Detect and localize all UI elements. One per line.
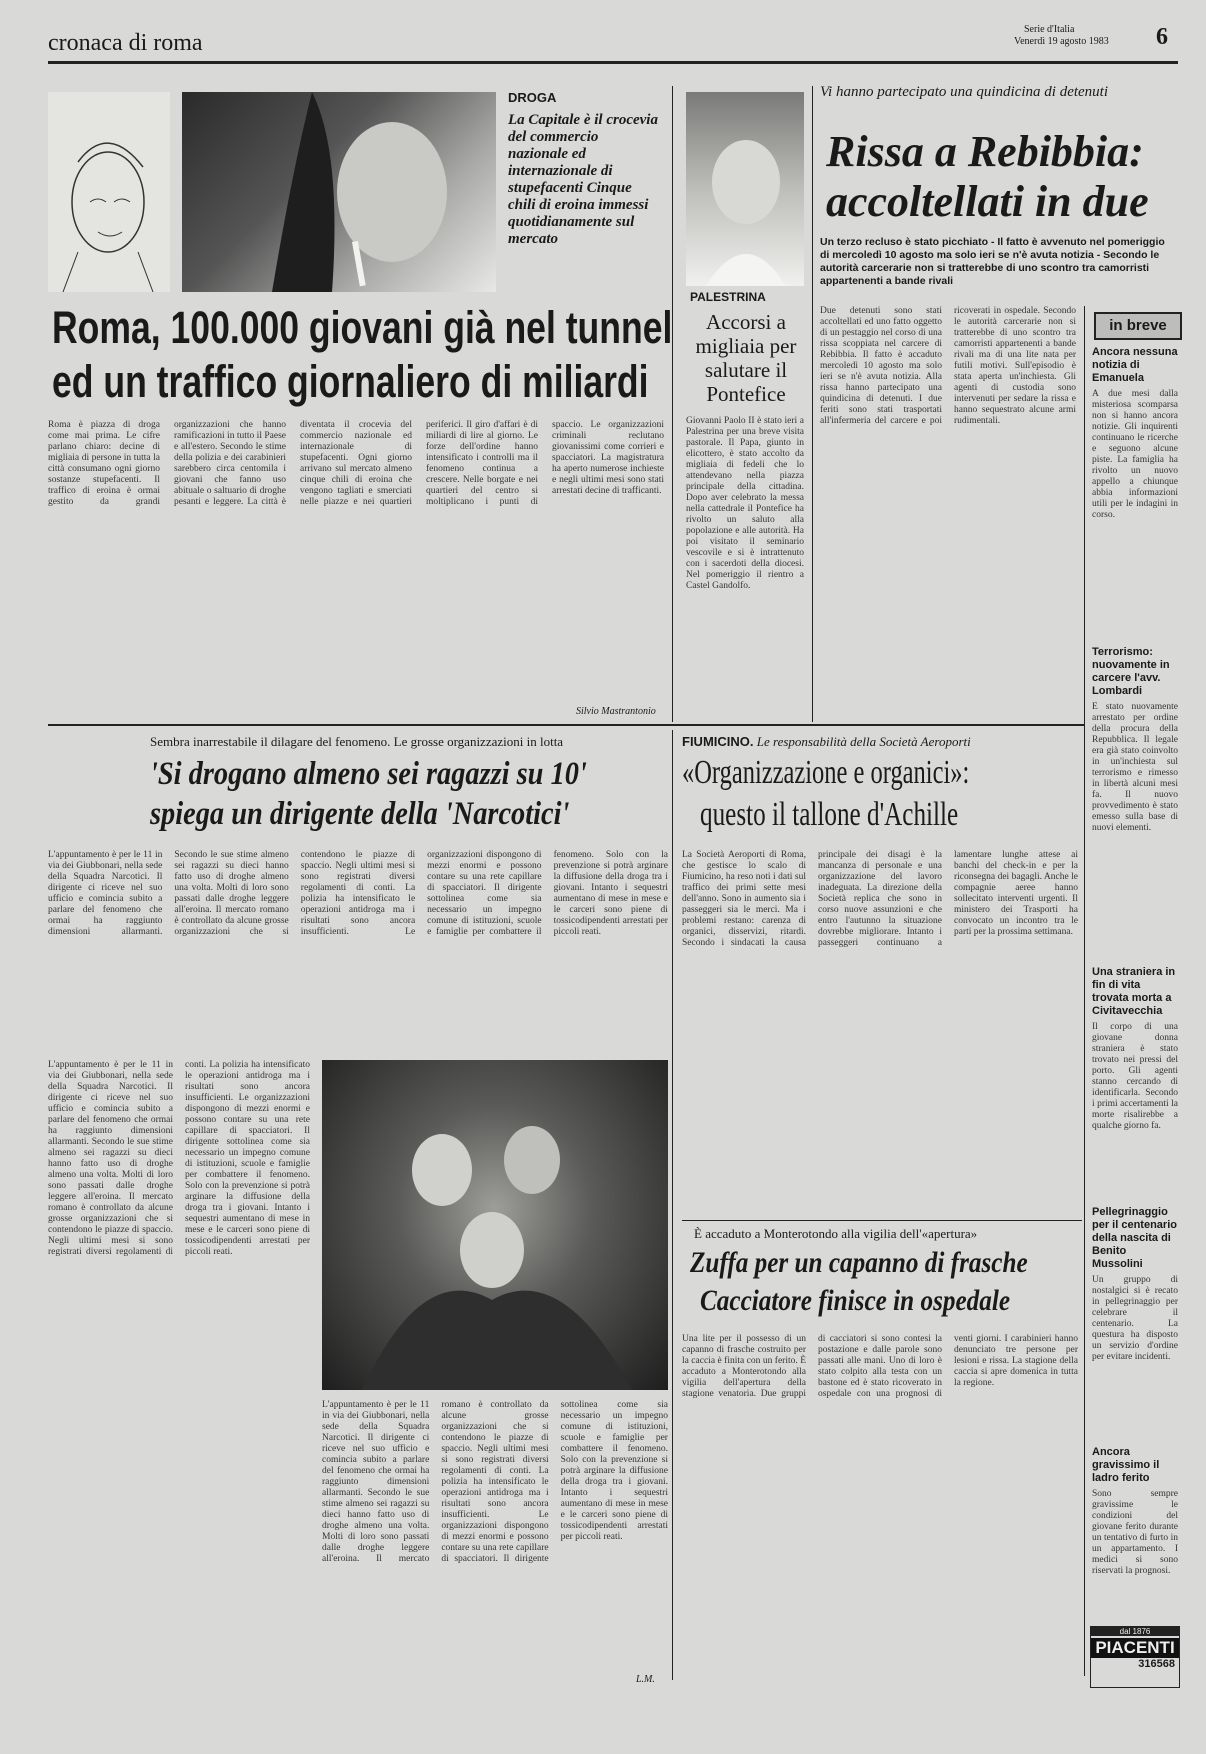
droga-teaser: La Capitale è il crocevia del commercio nazionale ed internazionale di stupefacenti Cinque chili di eroina immessi quotidianamente sul mercato (508, 112, 658, 247)
section-title: cronaca di roma (48, 30, 203, 56)
fiumicino-tag: FIUMICINO. (682, 734, 754, 749)
brief-heading: Ancora nessuna notizia di Emanuela (1092, 346, 1178, 384)
narcotici-headline-2: spiega un dirigente della 'Narcotici' (150, 796, 570, 832)
youths-photo (322, 1060, 668, 1390)
rebibbia-kicker: Vi hanno partecipato una quindicina di detenuti (820, 84, 1109, 100)
piacenti-ad (1090, 1626, 1180, 1688)
narcotici-headline-1: 'Si drogano almeno sei ragazzi su 10' (150, 756, 587, 792)
page-date: Venerdì 19 agosto 1983 (1014, 36, 1109, 47)
brief-item (1092, 1206, 1178, 1446)
paper-name: Serie d'Italia (1024, 24, 1075, 35)
palestrina-headline: Accorsi a migliaia per salutare il Pontefice (695, 310, 797, 406)
sketch-face-photo (48, 92, 170, 292)
girl-smoking-photo (182, 92, 496, 292)
mid-divider (672, 730, 673, 1680)
brief-heading: Ancora gravissimo il ladro ferito (1092, 1446, 1160, 1484)
ad-phone: 316568 (1138, 1658, 1175, 1670)
section-header (48, 24, 1178, 58)
droga-headline-1: Roma, 100.000 giovani già nel tunnel (52, 302, 673, 353)
in-breve-title: in breve (1109, 317, 1167, 334)
narcotici-kicker: Sembra inarrestabile il dilagare del fenomeno. Le grosse organizzazioni in lotta (150, 734, 564, 749)
monterotondo-headline-2: Cacciatore finisce in ospedale (700, 1284, 1011, 1317)
header-rule (48, 61, 1178, 64)
in-breve-box (1094, 312, 1182, 340)
brief-body: A due mesi dalla misteriosa scomparsa non si hanno ancora notizie. Gli inquirenti continuano le ricerche e seguono alcune piste. La famiglia ha rivolto un nuovo appello a chiunque abbia informazioni utili per le indagini in corso. (1092, 389, 1178, 520)
monterotondo-kicker: È accaduto a Monterotondo alla vigilia dell'«apertura» (694, 1226, 978, 1241)
in-breve-list (1092, 346, 1178, 1666)
fiumicino-headline-2: questo il tallone d'Achille (700, 796, 959, 833)
rebibbia-subhead: Un terzo recluso è stato picchiato - Il fatto è avvenuto nel pomeriggio di mercoledì 10 agosto ma solo ieri se n'è avuta notizia - Secondo le autorità carcerarie non si tratterebbe di uno scontro tra camorristi appartenenti a bande rivali (820, 236, 1165, 287)
fiumicino-kicker: Le responsabilità della Società Aeroporti (756, 734, 971, 749)
rebibbia-body: Due detenuti sono stati accoltellati ed uno fatto oggetto di un pestaggio nel corso di una rissa scoppiata nel carcere di Rebibbia. Il fatto è accaduto mercoledì 10 agosto ma solo ieri se n'è avuta notizia. Alla rissa hanno partecipato una quindicina di detenuti. I due feriti sono stati trasportati all'infermeria del carcere e poi ricoverati in ospedale. Secondo le autorità carcerarie non si tratterebbe di uno scontro tra camorristi appartenenti a bande rivali ma di una lite nata per futili motivi. Sull'episodio è stata aperta un'inchiesta. Gli agenti di custodia sono intervenuti per sedare la rissa e hanno sequestrato alcune armi rudimentali. (820, 306, 1076, 426)
narcotici-body-left: L'appuntamento è per le 11 in via dei Giubbonari, nella sede della Squadra Narcotici. Il dirigente ci riceve nel suo ufficio e comincia subito a parlare del fenomeno che ormai ha raggiunto dimensioni allarmanti. Secondo le sue stime almeno sei ragazzi su dieci hanno fatto uso di droghe almeno una volta. Molti di loro sono passati dalle droghe leggere all'eroina. Il mercato romano è controllato da alcune grosse organizzazioni che si contendono le piazze di spaccio. Negli ultimi mesi si sono registrati diversi regolamenti di conti. La polizia ha intensificato le operazioni antidroga ma i risultati sono ancora insufficienti. Le organizzazioni dispongono di mezzi enormi e possono contare su una rete capillare di spacciatori. Il dirigente sottolinea come sia necessario un impegno comune di istituzioni, scuole e famiglie per combattere il fenomeno. Solo con la prevenzione si potrà arginare la diffusione della droga tra i giovani. Intanto i sequestri aumentano di mese in mese e le carceri sono piene di tossicodipendenti arrestati per piccoli reati. (48, 850, 668, 937)
brief-item (1092, 966, 1178, 1206)
palestrina-divider (812, 86, 813, 722)
droga-headline-2: ed un traffico giornaliero di miliardi (52, 356, 649, 407)
fiumicino-kicker-line (682, 734, 1082, 750)
pope-photo (686, 92, 804, 286)
droga-divider (672, 86, 673, 722)
brief-item (1092, 346, 1178, 646)
brief-heading: Una straniera in fin di vita trovata morta a Civitavecchia (1092, 966, 1176, 1017)
brief-heading: Terrorismo: nuovamente in carcere l'avv. Lombardi (1092, 646, 1170, 697)
ad-brand: PIACENTI (1091, 1638, 1179, 1658)
in-breve-divider (1084, 306, 1085, 1676)
brief-heading: Pellegrinaggio per il centenario della nascita di Benito Mussolini (1092, 1206, 1177, 1270)
narcotici-signature: L.M. (636, 1674, 655, 1685)
rebibbia-headline-1: Rissa a Rebibbia: (826, 127, 1144, 176)
droga-tag: DROGA (508, 90, 557, 105)
brief-body: Il corpo di una giovane donna straniera è stato trovato nei pressi del porto. Gli agenti stanno cercando di identificarla. Secondo i primi accertamenti la morte risalirebbe a qualche giorno fa. (1092, 1022, 1178, 1131)
fiumicino-headline-1: «Organizzazione e organici»: (682, 754, 970, 791)
rebibbia-headline-2: accoltellati in due (826, 177, 1149, 226)
mid-rule (48, 724, 1084, 726)
narcotici-body-lower-left: L'appuntamento è per le 11 in via dei Giubbonari, nella sede della Squadra Narcotici. Il dirigente ci riceve nel suo ufficio e comincia subito a parlare del fenomeno che ormai ha raggiunto dimensioni allarmanti. Secondo le sue stime almeno sei ragazzi su dieci hanno fatto uso di droghe almeno una volta. Molti di loro sono passati dalle droghe leggere all'eroina. Il mercato romano è controllato da alcune grosse organizzazioni che si contendono le piazze di spaccio. Negli ultimi mesi si sono registrati diversi regolamenti di conti. La polizia ha intensificato le operazioni antidroga ma i risultati sono ancora insufficienti. Le organizzazioni dispongono di mezzi enormi e possono contare su una rete capillare di spacciatori. Il dirigente sottolinea come sia necessario un impegno comune di istituzioni, scuole e famiglie per combattere il fenomeno. Solo con la prevenzione si potrà arginare la diffusione della droga tra i giovani. Intanto i sequestri aumentano di mese in mese e le carceri sono piene di tossicodipendenti arrestati per piccoli reati. (48, 1060, 310, 1257)
fiumicino-body: La Società Aeroporti di Roma, che gestisce lo scalo di Fiumicino, ha reso noti i dati sul traffico dei primi sette mesi dell'anno. Sono in aumento sia i passeggeri sia le merci. Ma i problemi restano: carenza di organici, disservizi, ritardi. Secondo i sindacati la causa principale dei disagi è la mancanza di personale e una organizzazione del lavoro inadeguata. La direzione della Società replica che sono in corso nuove assunzioni e che entro l'autunno la situazione dovrebbe migliorare. Intanto i passeggeri continuano a lamentare lunghe attese ai banchi del check-in e per la riconsegna dei bagagli. Anche le compagnie aeree hanno sollecitato interventi urgenti. Il ministero dei Trasporti ha convocato un incontro tra le parti per la prossima settimana. (682, 850, 1078, 948)
droga-body: Roma è piazza di droga come mai prima. Le cifre parlano chiaro: decine di migliaia di persone in tutta la città consumano ogni giorno sostanze stupefacenti. Il traffico di eroina è ormai gestito da grandi organizzazioni che hanno ramificazioni in tutto il Paese e all'estero. Secondo le stime della polizia e dei carabinieri sarebbero circa centomila i giovani che fanno uso abituale o saltuario di droghe pesanti e leggere. La città è diventata il crocevia del commercio nazionale ed internazionale di stupefacenti. Ogni giorno arrivano sul mercato almeno cinque chili di eroina che vengono tagliati e smerciati nelle piazze e nei quartieri periferici. Il giro d'affari è di miliardi di lire al giorno. Le forze dell'ordine hanno intensificato i controlli ma il fenomeno continua a crescere. Nelle borgate e nei quartieri del centro si moltiplicano i punti di spaccio. Le organizzazioni criminali reclutano giovanissimi come corrieri e spacciatori. La magistratura ha aperto numerose inchieste e negli ultimi mesi sono stati arrestati decine di trafficanti. (48, 420, 664, 507)
palestrina-body: Giovanni Paolo II è stato ieri a Palestrina per una breve visita pastorale. Il Papa, giunto in elicottero, è stato accolto da migliaia di fedeli che lo attendevano nella piazza principale della cittadina. Dopo aver celebrato la messa nella cattedrale il Pontefice ha rivolto un saluto alla popolazione e alle autorità. Ha poi visitato il seminario vescovile e si è intrattenuto con i sacerdoti della diocesi. Nel pomeriggio il rientro a Castel Gandolfo. (686, 416, 804, 591)
lower-right-rule (682, 1220, 1082, 1221)
brief-body: Sono sempre gravissime le condizioni del giovane ferito durante un tentativo di furto in un appartamento. I medici si sono riservati la prognosi. (1092, 1489, 1178, 1576)
brief-item (1092, 646, 1178, 966)
brief-body: Un gruppo di nostalgici si è recato in pellegrinaggio per celebrare il centenario. La questura ha disposto un servizio d'ordine per evitare incidenti. (1092, 1275, 1178, 1362)
palestrina-tag: PALESTRINA (690, 290, 766, 304)
monterotondo-body: Una lite per il possesso di un capanno di frasche costruito per la caccia è finita con un ferito. È accaduto a Monterotondo alla vigilia dell'apertura della stagione venatoria. Due gruppi di cacciatori si sono contesi la postazione e dalle parole sono passati alle mani. Uno di loro è stato colpito alla testa con un bastone ed è stato ricoverato in ospedale con una prognosi di venti giorni. I carabinieri hanno denunciato tre persone per lesioni e rissa. La stagione della caccia si apre domenica in tutta la regione. (682, 1334, 1078, 1399)
palestrina-signature: Silvio Mastrantonio (576, 706, 656, 717)
ad-label: dal 1876 (1091, 1627, 1179, 1636)
brief-body: È stato nuovamente arrestato per ordine della procura della Repubblica. Il legale era già stato coinvolto in un'inchiesta sul terrorismo e rimesso in libertà alcuni mesi fa. Il nuovo provvedimento è stato emesso sulla base di nuovi elementi. (1092, 702, 1178, 833)
narcotici-body-lower-right: L'appuntamento è per le 11 in via dei Giubbonari, nella sede della Squadra Narcotici. Il dirigente ci riceve nel suo ufficio e comincia subito a parlare del fenomeno che ormai ha raggiunto dimensioni allarmanti. Secondo le sue stime almeno sei ragazzi su dieci hanno fatto uso di droghe almeno una volta. Molti di loro sono passati dalle droghe leggere all'eroina. Il mercato romano è controllato da alcune grosse organizzazioni che si contendono le piazze di spaccio. Negli ultimi mesi si sono registrati diversi regolamenti di conti. La polizia ha intensificato le operazioni antidroga ma i risultati sono ancora insufficienti. Le organizzazioni dispongono di mezzi enormi e possono contare su una rete capillare di spacciatori. Il dirigente sottolinea come sia necessario un impegno comune di istituzioni, scuole e famiglie per combattere il fenomeno. Solo con la prevenzione si potrà arginare la diffusione della droga tra i giovani. Intanto i sequestri aumentano di mese in mese e le carceri sono piene di tossicodipendenti arrestati per piccoli reati. (322, 1400, 668, 1564)
monterotondo-headline-1: Zuffa per un capanno di frasche (690, 1246, 1028, 1279)
page-number: 6 (1156, 24, 1168, 50)
